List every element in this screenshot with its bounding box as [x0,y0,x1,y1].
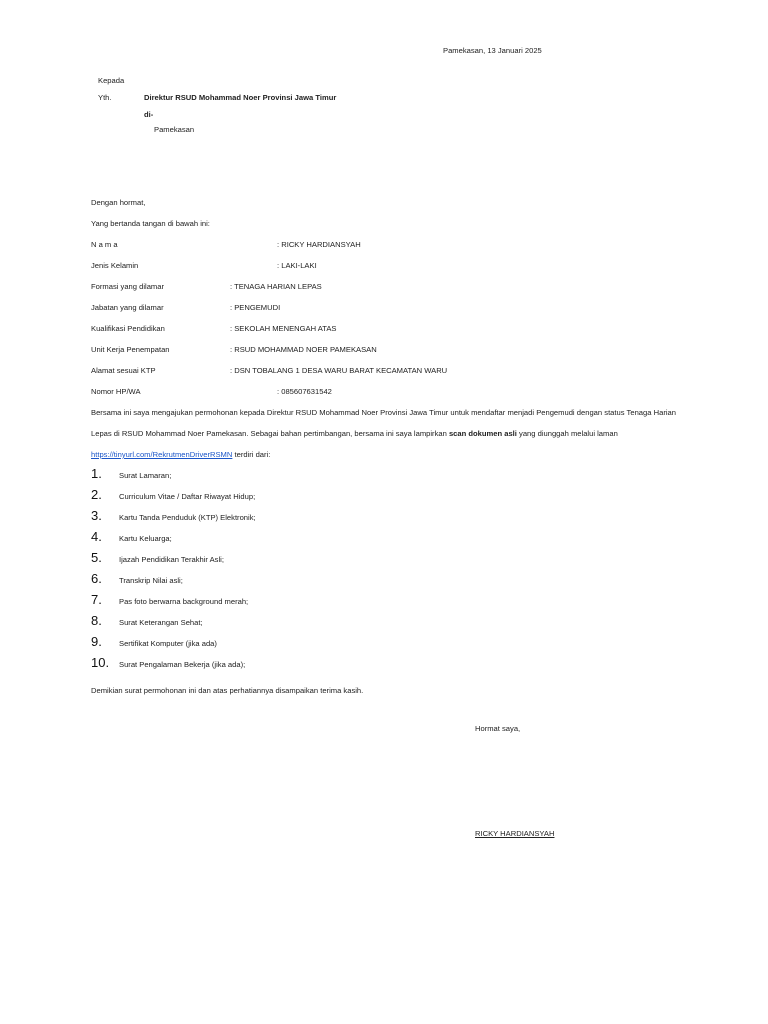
upload-link[interactable]: https://tinyurl.com/RekrutmenDriverRSMN [91,450,233,459]
list-number: 2. [91,487,102,502]
field-label: Unit Kerja Penempatan [91,345,170,354]
field-value: : DSN TOBALANG 1 DESA WARU BARAT KECAMATAN WARU [230,366,448,375]
field-value: : PENGEMUDI [230,303,281,312]
recipient-yth: Yth. [98,93,112,102]
field-value: : SEKOLAH MENENGAH ATAS [230,324,337,333]
recipient-city: Pamekasan [154,125,195,134]
letter-date: Pamekasan, 13 Januari 2025 [443,46,542,55]
list-item: Kartu Keluarga; [119,534,172,543]
field-value: : 085607631542 [277,387,332,396]
signature-name: RICKY HARDIANSYAH [475,829,555,838]
field-label: Alamat sesuai KTP [91,366,156,375]
list-item: Ijazah Pendidikan Terakhir Asli; [119,555,224,564]
greeting: Dengan hormat, [91,198,146,207]
body-text: yang diunggah melalui laman [516,429,618,438]
field-value: : TENAGA HARIAN LEPAS [230,282,322,291]
intro-text: Yang bertanda tangan di bawah ini: [91,219,210,228]
body-paragraph [91,402,676,465]
field-label: Jabatan yang dilamar [91,303,164,312]
list-item: Pas foto berwarna background merah; [119,597,249,606]
body-text: terdiri dari: [232,450,271,459]
recipient-kepada: Kepada [98,76,125,85]
body-bold-text: scan dokumen asli [448,429,517,438]
list-number: 4. [91,529,102,544]
list-item: Transkrip Nilai asli; [119,576,183,585]
field-label: Jenis Kelamin [91,261,139,270]
list-number: 10. [91,655,110,670]
list-item: Kartu Tanda Penduduk (KTP) Elektronik; [119,513,256,522]
body-text: Bersama ini saya mengajukan permohonan kepada Direktur RSUD Mohammad Noer Provinsi Jawa Timur untuk mendaftar menjadi Pengemudi dengan status Tenaga Harian Lepas di RSUD Mohammad Noer Pamekasan. Sebagai bahan pertimbangan, bersama ini saya lampirkan [91,408,676,438]
list-item: Surat Lamaran; [119,471,172,480]
recipient-di: di- [144,110,154,119]
list-item: Surat Keterangan Sehat; [119,618,203,627]
field-value: : RSUD MOHAMMAD NOER PAMEKASAN [230,345,377,354]
field-value: : RICKY HARDIANSYAH [277,240,361,249]
recipient-name: Direktur RSUD Mohammad Noer Provinsi Jawa Timur [144,93,337,102]
field-label: Formasi yang dilamar [91,282,165,291]
field-label: N a m a [91,240,118,249]
list-number: 6. [91,571,102,586]
signature-salutation: Hormat saya, [475,724,521,733]
field-value: : LAKI-LAKI [277,261,317,270]
list-item: Surat Pengalaman Bekerja (jika ada); [119,660,246,669]
list-number: 3. [91,508,102,523]
list-number: 8. [91,613,102,628]
closing-text: Demikian surat permohonan ini dan atas perhatiannya disampaikan terima kasih. [91,686,364,695]
list-number: 5. [91,550,102,565]
field-label: Nomor HP/WA [91,387,141,396]
field-label: Kualifikasi Pendidikan [91,324,165,333]
list-number: 7. [91,592,102,607]
list-number: 1. [91,466,102,481]
list-item: Sertifikat Komputer (jika ada) [119,639,217,648]
list-item: Curriculum Vitae / Daftar Riwayat Hidup; [119,492,256,501]
list-number: 9. [91,634,102,649]
